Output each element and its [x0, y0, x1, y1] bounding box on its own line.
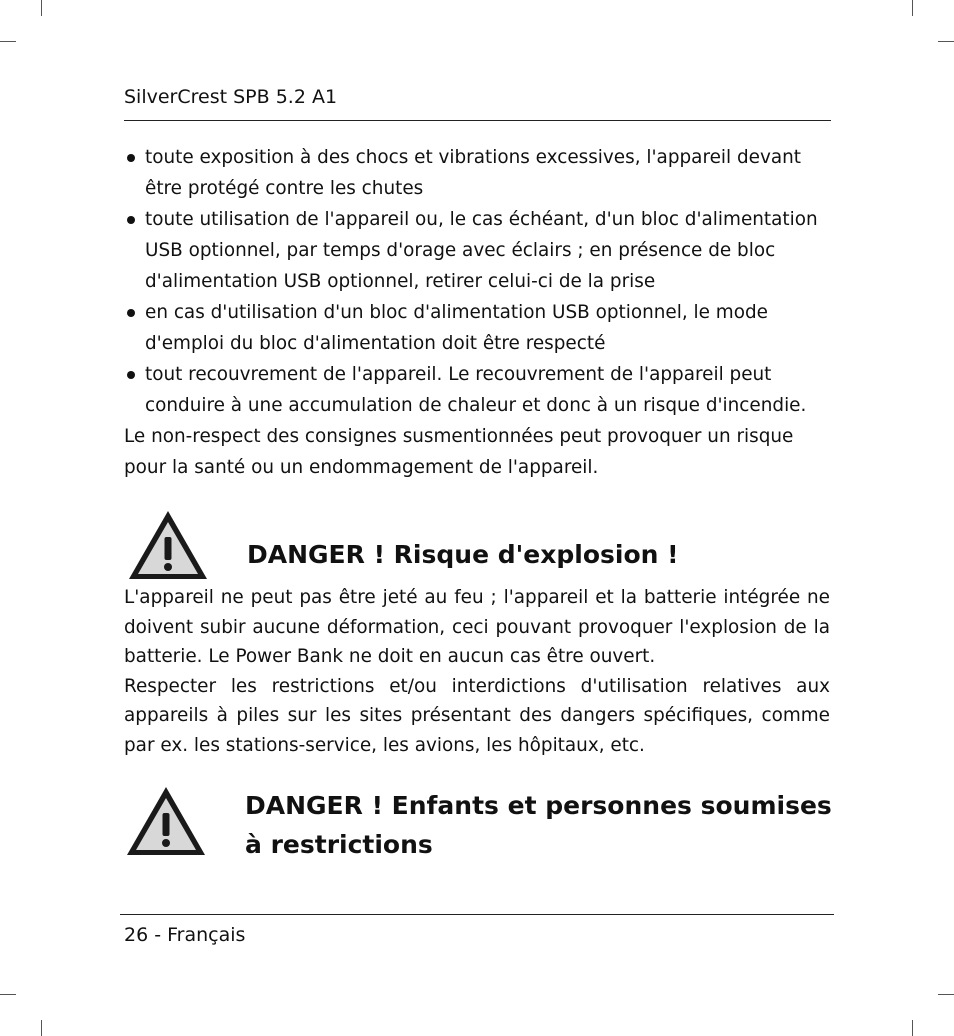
- list-item-text: en cas d'utilisation d'un bloc d'alimentation USB optionnel, le mode d'emploi du bloc d'alimentation doit être respecté: [145, 302, 768, 354]
- bullet-icon: [127, 216, 135, 224]
- paragraph: L'appareil ne peut pas être jeté au feu ; l'appareil et la batterie intégrée ne doivent subir aucune déformation, ceci pouvant provoquer l'explosion de la batterie. Le Power Bank ne doit en aucun cas être ouvert.: [124, 587, 830, 667]
- section-body: [124, 583, 830, 760]
- heading-line: à restrictions: [245, 830, 433, 859]
- crop-mark: [0, 41, 16, 42]
- crop-mark: [938, 994, 954, 995]
- header-rule: [124, 120, 831, 121]
- closing-paragraph: Le non-respect des consignes susmentionnées peut provoquer un risque pour la santé ou un endommagement de l'appareil.: [124, 426, 794, 478]
- paragraph: Respecter les restrictions et/ou interdictions d'utilisation relatives aux appareils à piles sur les sites présentant des dangers spécifiques, comme par ex. les stations-service, les avions, les hôpitaux, etc.: [124, 675, 830, 756]
- crop-mark: [41, 0, 42, 16]
- section-heading: [245, 786, 832, 864]
- crop-mark: [912, 0, 913, 16]
- bullet-list: [124, 142, 830, 483]
- footer-rule: [120, 914, 834, 915]
- list-item: [124, 297, 830, 359]
- section-heading: DANGER ! Risque d'explosion !: [247, 540, 679, 569]
- crop-mark: [0, 994, 16, 995]
- list-item: [124, 359, 830, 421]
- list-item: [124, 142, 830, 204]
- heading-line: DANGER ! Enfants et personnes soumises: [245, 791, 832, 820]
- crop-mark: [41, 1020, 42, 1036]
- list-item-text: tout recouvrement de l'appareil. Le recouvrement de l'appareil peut conduire à une accumulation de chaleur et donc à un risque d'incendie.: [145, 364, 807, 416]
- running-header: SilverCrest SPB 5.2 A1: [124, 86, 338, 108]
- crop-mark: [938, 41, 954, 42]
- crop-mark: [912, 1020, 913, 1036]
- list-item: [124, 204, 830, 297]
- warning-triangle-icon: [127, 509, 209, 581]
- list-item-text: toute utilisation de l'appareil ou, le cas échéant, d'un bloc d'alimentation USB optionnel, par temps d'orage avec éclairs ; en présence de bloc d'alimentation USB optionnel, retirer celui-ci de la prise: [145, 209, 818, 292]
- bullet-icon: [127, 309, 135, 317]
- warning-triangle-icon: [125, 785, 207, 857]
- page-number: 26 - Français: [124, 924, 246, 946]
- list-item-text: toute exposition à des chocs et vibrations excessives, l'appareil devant être protégé contre les chutes: [145, 147, 801, 199]
- bullet-icon: [127, 154, 135, 162]
- bullet-icon: [127, 371, 135, 379]
